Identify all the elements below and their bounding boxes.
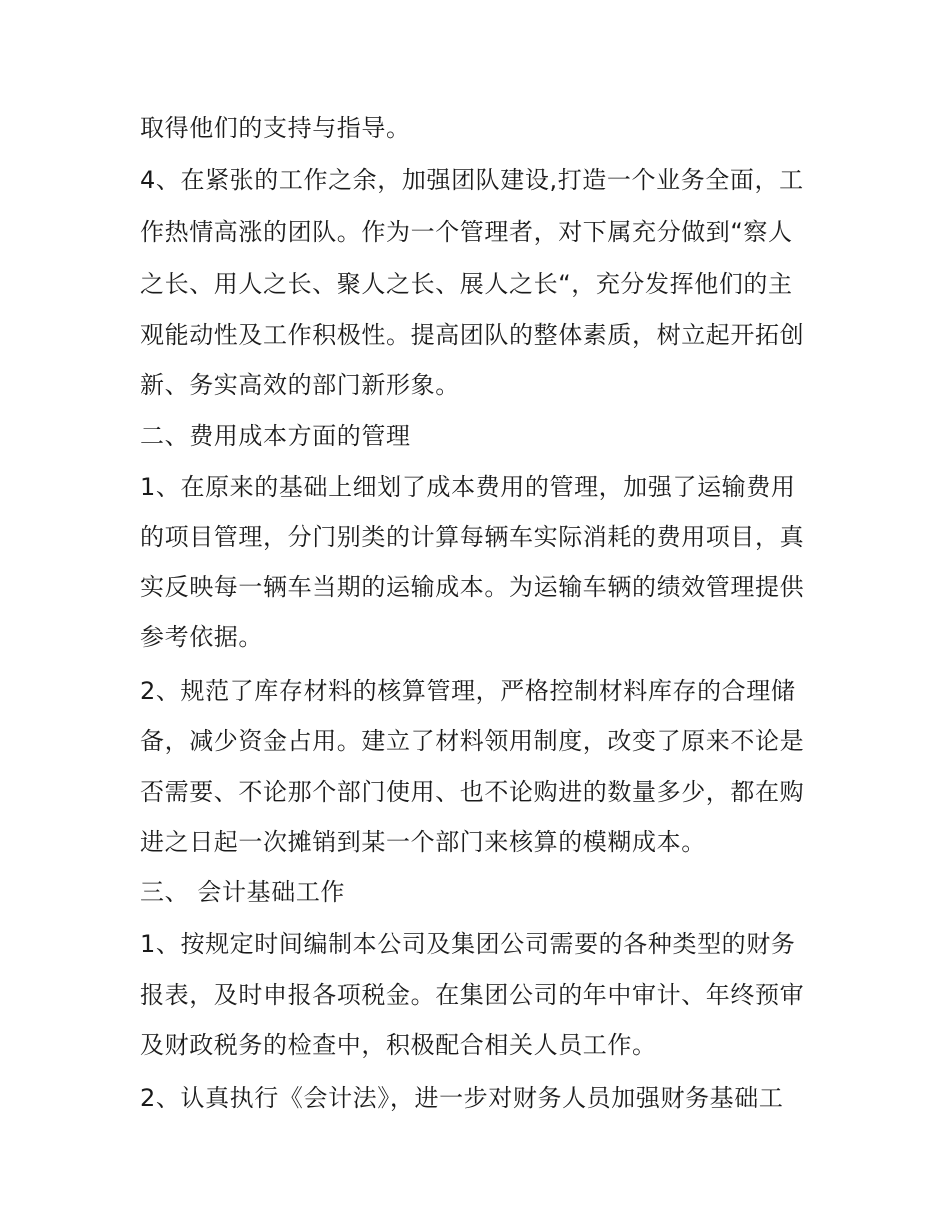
- section-heading: 二、费用成本方面的管理: [140, 422, 411, 450]
- text-line: 实反映每一辆车当期的运输成本。为运输车辆的绩效管理提供: [140, 573, 805, 601]
- text-line: 作热情高涨的团队。作为一个管理者，对下属充分做到“察人: [140, 218, 793, 246]
- text-line: 2、认真执行《会计法》，进一步对财务人员加强财务基础工: [140, 1084, 784, 1112]
- text-line: 1、按规定时间编制本公司及集团公司需要的各种类型的财务: [140, 930, 796, 958]
- text-line: 4、在紧张的工作之余，加强团队建设,打造一个业务全面，工: [140, 166, 804, 194]
- section-heading: 三、 会计基础工作: [140, 878, 346, 906]
- text-line: 2、规范了库存材料的核算管理，严格控制材料库存的合理储: [140, 677, 796, 705]
- text-line: 1、在原来的基础上细划了成本费用的管理，加强了运输费用: [140, 473, 796, 501]
- text-line: 之长、用人之长、聚人之长、展人之长“，充分发挥他们的主: [140, 270, 793, 298]
- text-line: 的项目管理，分门别类的计算每辆车实际消耗的费用项目，真: [140, 523, 805, 551]
- text-line: 报表，及时申报各项税金。在集团公司的年中审计、年终预审: [140, 981, 805, 1009]
- text-line: 取得他们的支持与指导。: [140, 114, 411, 142]
- text-line: 观能动性及工作积极性。提高团队的整体素质，树立起开拓创: [140, 321, 805, 349]
- text-line: 参考依据。: [140, 623, 263, 651]
- text-line: 否需要、不论那个部门使用、也不论购进的数量多少，都在购: [140, 778, 805, 806]
- text-line: 备，减少资金占用。建立了材料领用制度，改变了原来不论是: [140, 727, 805, 755]
- text-line: 新、务实高效的部门新形象。: [140, 371, 460, 399]
- text-line: 进之日起一次摊销到某一个部门来核算的模糊成本。: [140, 828, 706, 856]
- text-line: 及财政税务的检查中，积极配合相关人员工作。: [140, 1031, 657, 1059]
